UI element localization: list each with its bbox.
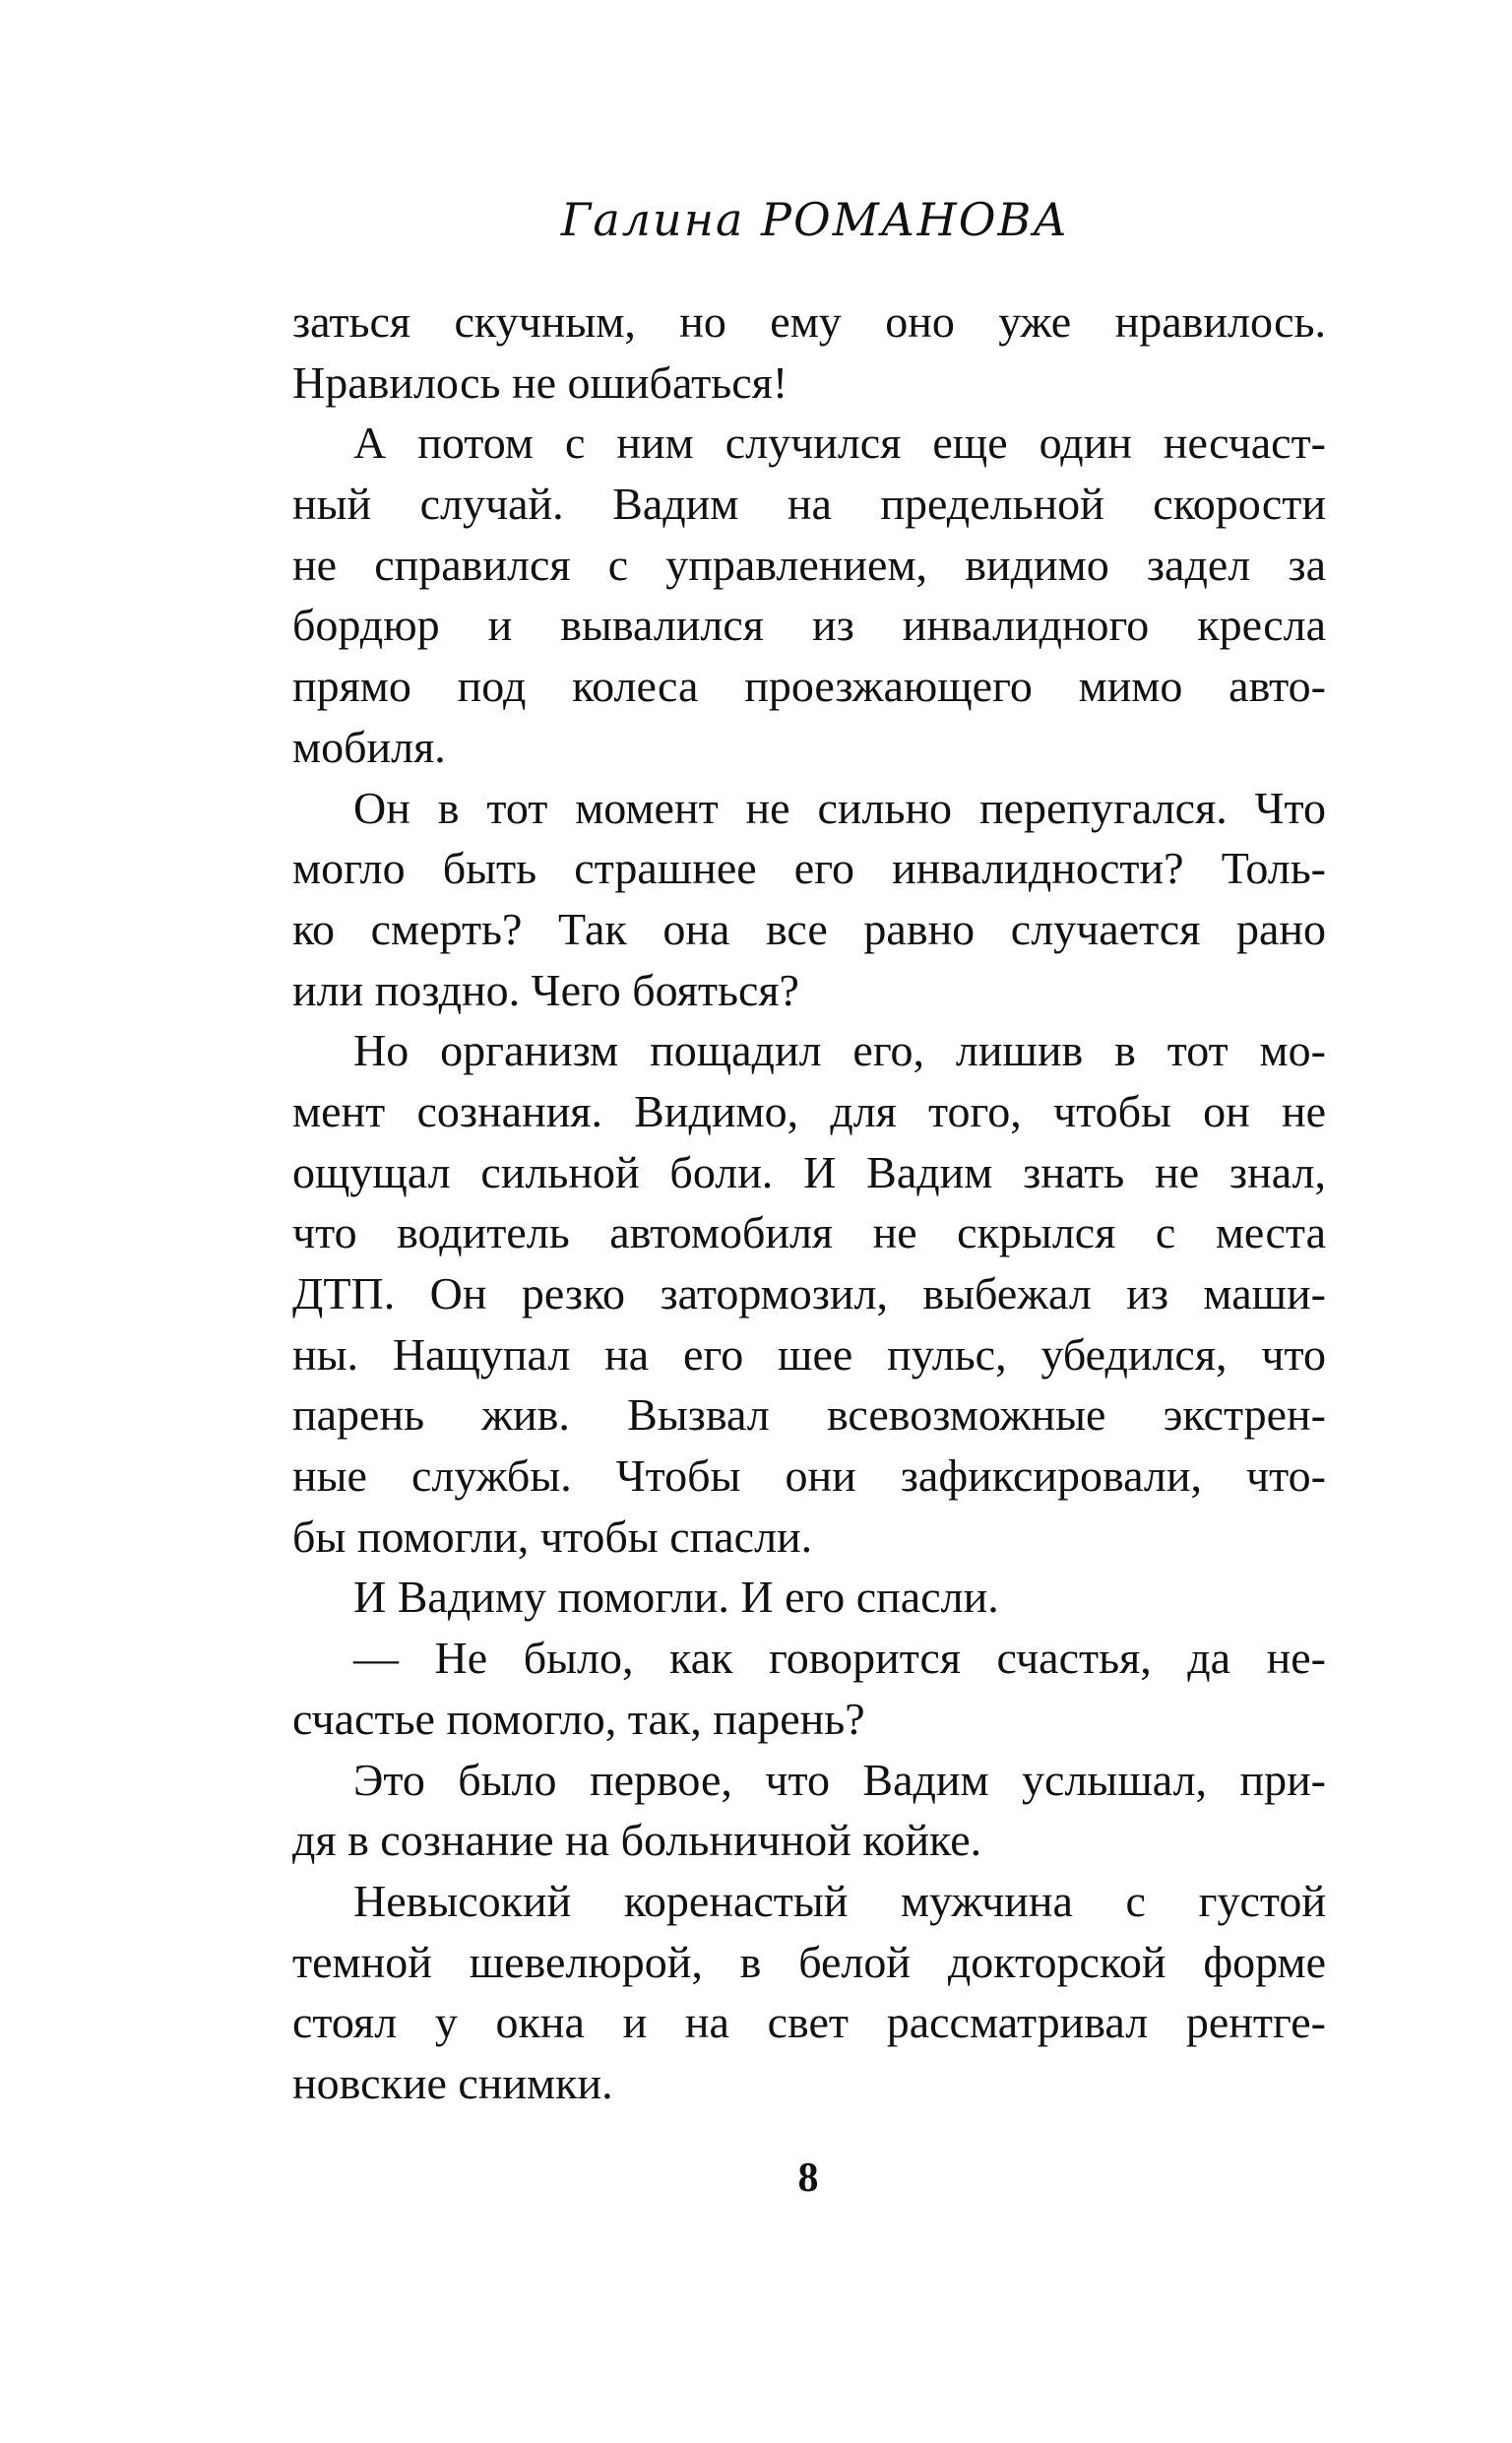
text-line: новские снимки.: [292, 2057, 613, 2108]
text-line: парень жив. Вызвал всевозможные экстрен-: [292, 1389, 1326, 1441]
text-line: мент сознания. Видимо, для того, чтобы он не: [292, 1085, 1326, 1136]
text-line: дя в сознание на больничной койке.: [292, 1815, 982, 1866]
text-line: стоял у окна и на свет рассматривал рентге-: [292, 1997, 1326, 2048]
text-line: заться скучным, но ему оно уже нравилось.: [292, 296, 1326, 347]
text-line: И Вадиму помогли. И его спасли.: [353, 1572, 999, 1623]
text-line: ный случай. Вадим на предельной скорости: [292, 479, 1326, 530]
text-line: ны. Нащупал на его шее пульс, убедился, что: [292, 1328, 1326, 1380]
text-line: или поздно. Чего бояться?: [292, 964, 799, 1015]
text-line: счастье помогло, так, парень?: [292, 1693, 865, 1744]
text-line: ощущал сильной боли. И Вадим знать не знал,: [292, 1146, 1326, 1197]
text-line: Нравилось не ошибаться!: [292, 356, 788, 408]
text-line: Невысокий коренастый мужчина с густой: [353, 1875, 1326, 1926]
text-line: А потом с ним случился еще один несчаст-: [353, 418, 1326, 469]
text-line: бордюр и вывалился из инвалидного кресла: [292, 600, 1326, 651]
text-line: что водитель автомобиля не скрылся с места: [292, 1207, 1326, 1258]
text-line: Но организм пощадил его, лишив в тот мо-: [353, 1025, 1326, 1076]
text-line: — Не было, как говорится счастья, да не-: [353, 1633, 1326, 1684]
text-line: темной шевелюрой, в белой докторской форме: [292, 1936, 1326, 1987]
page-number: 8: [797, 2155, 819, 2201]
text-line: бы помогли, чтобы спасли.: [292, 1511, 813, 1562]
text-line: ДТП. Он резко затормозил, выбежал из маши-: [292, 1268, 1326, 1318]
running-head: Галина РОМАНОВА: [560, 193, 1070, 246]
body-text: [292, 291, 1326, 2114]
text-line: ко смерть? Так она все равно случается рано: [292, 903, 1326, 954]
text-line: Это было первое, что Вадим услышал, при-: [353, 1754, 1326, 1805]
text-line: могло быть страшнее его инвалидности? Толь-: [292, 843, 1326, 894]
text-line: мобиля.: [292, 721, 446, 772]
text-line: Он в тот момент не сильно перепугался. Что: [353, 782, 1326, 833]
text-line: ные службы. Чтобы они зафиксировали, что-: [292, 1450, 1326, 1502]
text-line: не справился с управлением, видимо задел за: [292, 539, 1326, 590]
text-line: прямо под колеса проезжающего мимо авто-: [292, 661, 1326, 712]
